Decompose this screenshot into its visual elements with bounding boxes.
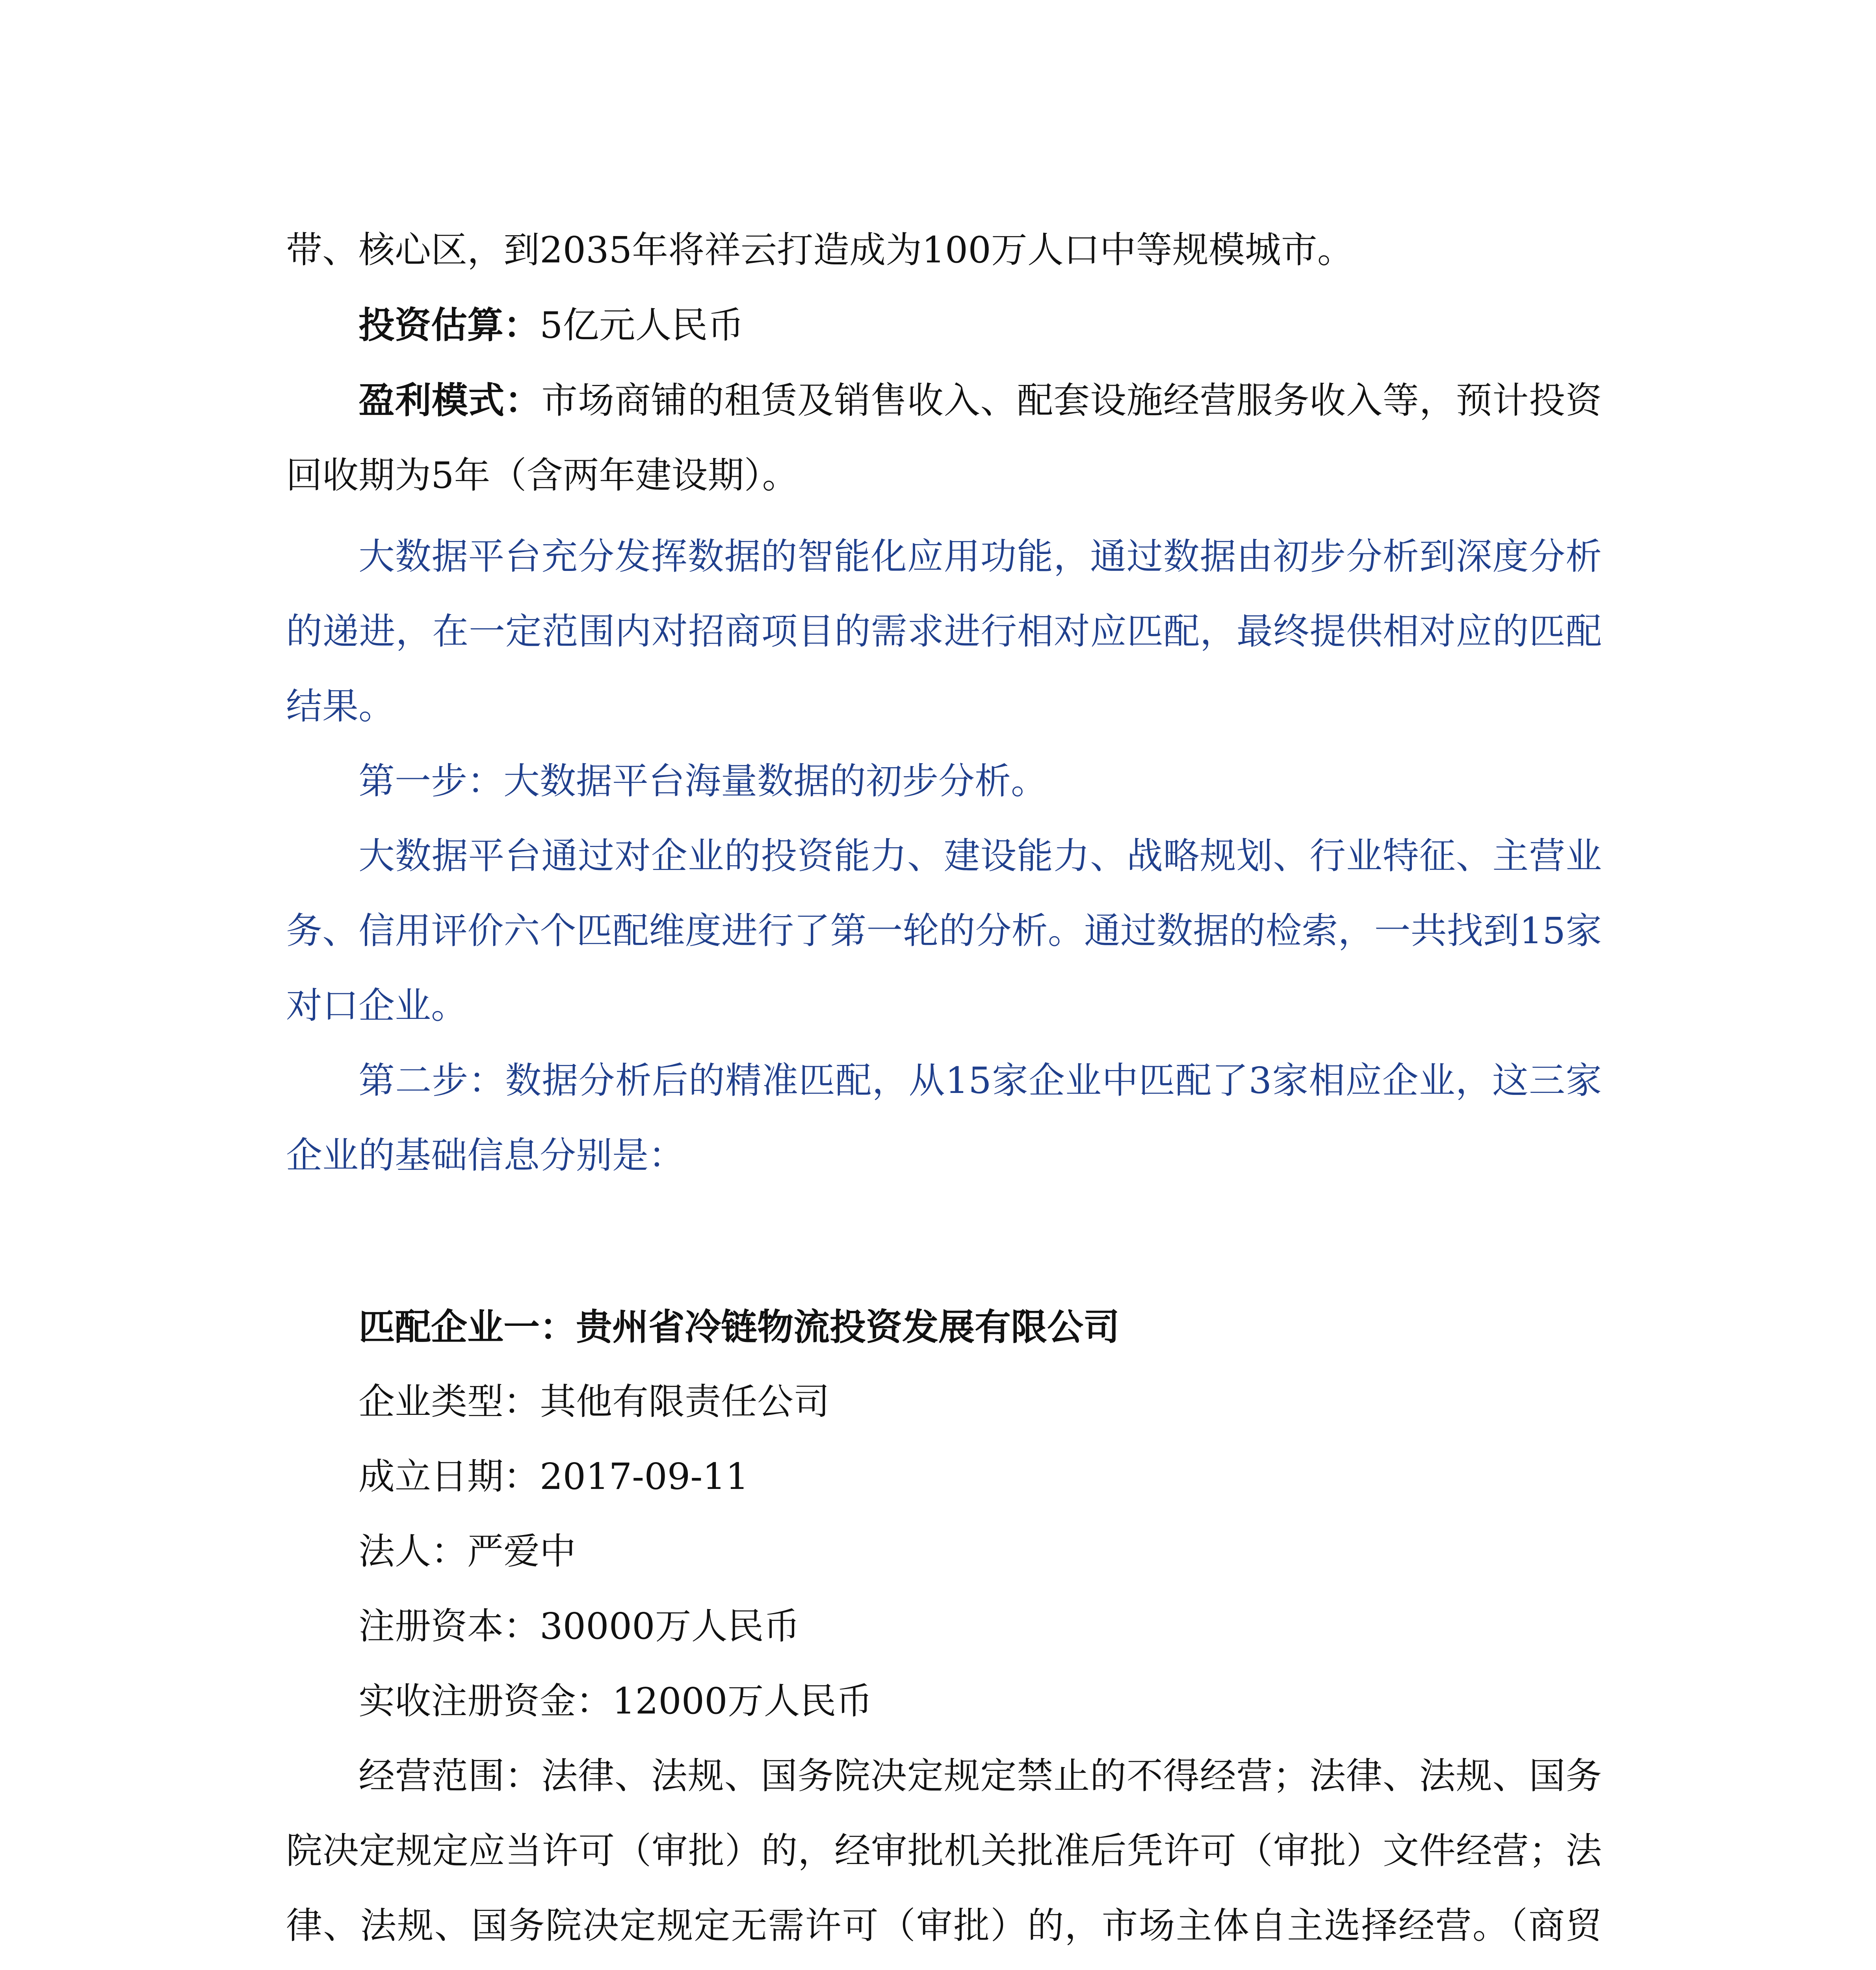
company-heading: 匹配企业一：贵州省冷链物流投资发展有限公司: [358, 1306, 1120, 1348]
company-registered-capital: 注册资本：30000万人民币: [358, 1605, 800, 1647]
paragraph-step-one-detail: 大数据平台通过对企业的投资能力、建设能力、战略规划、行业特征、主营业务、信用评价六个匹配维度进行了第一轮的分析。通过数据的检索，一共找到15家对口企业。: [286, 835, 1602, 1027]
paragraph-investment-estimate: [286, 288, 1602, 363]
company-paid-capital: 实收注册资金：12000万人民币: [358, 1680, 873, 1722]
paragraph-step-one: 第一步：大数据平台海量数据的初步分析。: [358, 760, 1048, 802]
investment-estimate-value: 5亿元人民币: [540, 304, 744, 346]
company-legal-person: 法人：严爱中: [358, 1530, 576, 1572]
paragraph-big-data-intro: 大数据平台充分发挥数据的智能化应用功能，通过数据由初步分析到深度分析的递进，在一定范围内对招商项目的需求进行相对应匹配，最终提供相对应的匹配结果。: [286, 535, 1602, 727]
profit-model-text: 市场商铺的租赁及销售收入、配套设施经营服务收入等，预计投资回收期为5年（含两年建设期）。: [286, 379, 1602, 496]
investment-estimate-label: 投资估算：: [358, 304, 540, 346]
paragraph-profit-model: [286, 363, 1602, 513]
page-body: [286, 213, 1602, 1970]
company-founded-date: 成立日期：2017-09-11: [358, 1455, 749, 1498]
company-type: 企业类型：其他有限责任公司: [358, 1381, 830, 1423]
company-business-scope: 经营范围：法律、法规、国务院决定规定禁止的不得经营；法律、法规、国务院决定规定应当许可（审批）的，经审批机关批准后凭许可（审批）文件经营；法律、法规、国务院决定规定无需许可（审批）的，市场主体自主选择经营。（商贸: [286, 1755, 1602, 1947]
paragraph-step-two: 第二步：数据分析后的精准匹配，从15家企业中匹配了3家相应企业，这三家企业的基础信息分别是：: [286, 1059, 1602, 1176]
paragraph-city-plan: 带、核心区，到2035年将祥云打造成为100万人口中等规模城市。: [286, 229, 1354, 271]
profit-model-label: 盈利模式：: [358, 379, 542, 422]
